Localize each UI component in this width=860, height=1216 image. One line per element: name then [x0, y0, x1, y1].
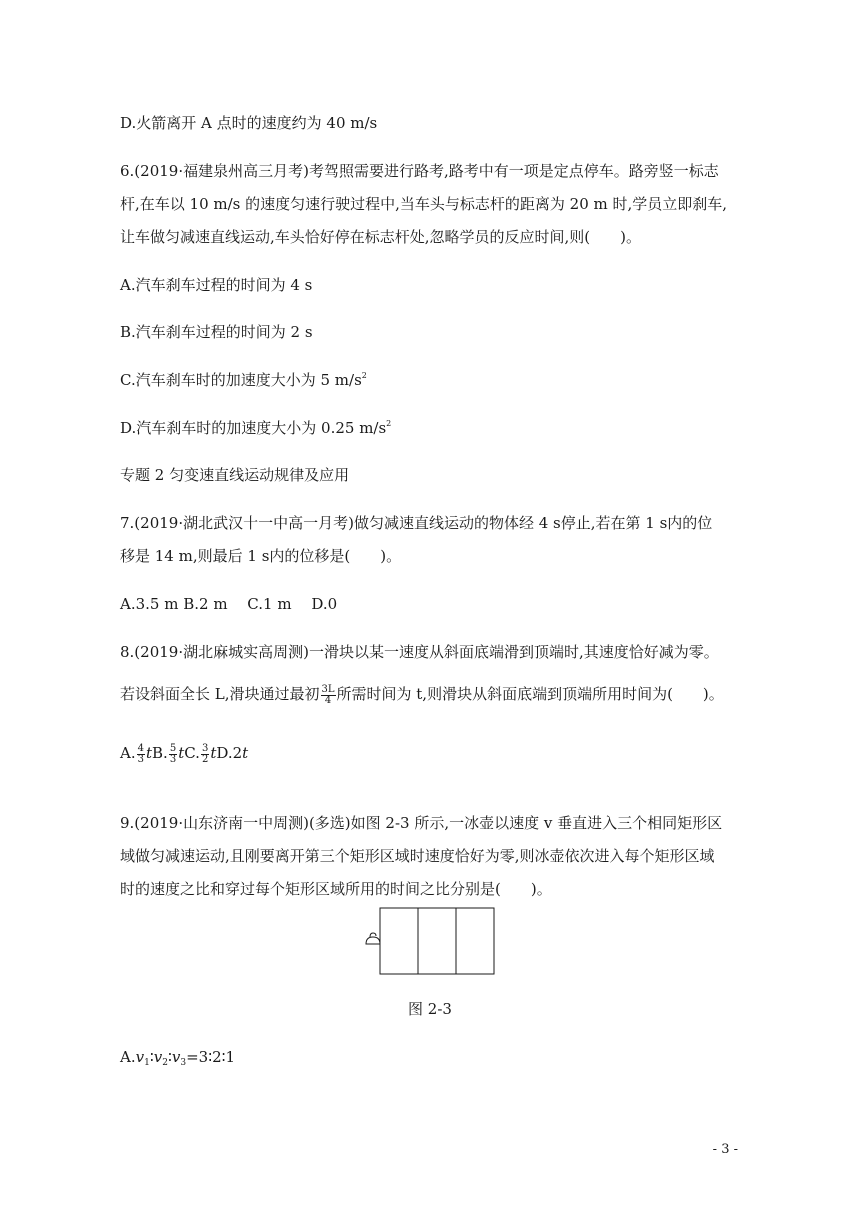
rectangle-region-2	[418, 908, 456, 974]
q8-option-a-fraction: $\frac{4}{3}$	[137, 742, 144, 765]
figure-curling-rectangles	[364, 906, 496, 976]
q8-option-b-fraction: $\frac{5}{3}$	[169, 742, 177, 765]
rectangle-region-1	[380, 908, 418, 974]
q8-stem-part-b: 所需时间为 t,则滑块从斜面底端到顶端所用时间为( )。	[336, 685, 724, 703]
q6-option-c-exponent: 2	[361, 371, 367, 380]
q5-option-d: D.火箭离开 A 点时的速度约为 40 m/s	[120, 114, 378, 132]
q7-stem-line-2: 移是 14 m,则最后 1 s内的位移是( )。	[120, 547, 402, 565]
q9-option-a-ratio: =3∶2∶1	[186, 1048, 236, 1066]
q6-option-c-text: C.汽车刹车时的加速度大小为 5 m/s	[120, 371, 362, 389]
topic-heading: 专题 2 匀变速直线运动规律及应用	[120, 466, 350, 484]
figure-caption: 图 2-3	[408, 1000, 452, 1018]
q6-option-d	[120, 418, 391, 438]
fraction-3l-over-4: $\frac{3L}{4}$	[321, 683, 335, 706]
page-number: - 3 -	[712, 1142, 738, 1157]
rectangle-region-3	[456, 908, 494, 974]
q8-stem-line-2	[120, 684, 724, 706]
q6-stem-line-1: 6.(2019·福建泉州高三月考)考驾照需要进行路考,路考中有一项是定点停车。路旁竖一标志	[120, 162, 719, 180]
q8-stem-line-1: 8.(2019·湖北麻城实高周测)一滑块以某一速度从斜面底端滑到顶端时,其速度恰好减为零。	[120, 643, 719, 661]
q8-stem-part-a: 若设斜面全长 L,滑块通过最初	[120, 685, 320, 703]
q6-option-c	[120, 370, 367, 390]
q8-option-b-t: t	[178, 744, 185, 762]
q6-option-b: B.汽车刹车过程的时间为 2 s	[120, 323, 313, 341]
q8-options	[120, 743, 248, 765]
q7-stem-line-1: 7.(2019·湖北武汉十一中高一月考)做匀减速直线运动的物体经 4 s停止,若在第 1 s内的位	[120, 514, 713, 532]
q9-option-a: $A.v_1∶v_2∶v_3=3∶2∶1$	[120, 1048, 236, 1068]
q8-option-a-label: A.	[120, 744, 136, 762]
q9-option-a-label: A.	[120, 1048, 136, 1066]
q9-stem-line-2: 域做匀减速运动,且刚要离开第三个矩形区域时速度恰好为零,则冰壶依次进入每个矩形区域	[120, 847, 715, 865]
q8-option-c-fraction: $\frac{3}{2}$	[201, 742, 209, 765]
q8-option-c-t: t	[210, 744, 217, 762]
q6-stem-line-3: 让车做匀减速直线运动,车头恰好停在标志杆处,忽略学员的反应时间,则( )。	[120, 228, 642, 246]
q6-option-d-exponent: 2	[386, 419, 392, 428]
q8-option-b-label: B.	[152, 744, 168, 762]
q7-options: A.3.5 m B.2 m C.1 m D.0	[120, 595, 338, 613]
q9-stem-line-3: 时的速度之比和穿过每个矩形区域所用的时间之比分别是( )。	[120, 880, 552, 898]
curling-stone-icon	[366, 933, 380, 944]
q6-stem-line-2: 杆,在车以 10 m/s 的速度匀速行驶过程中,当车头与标志杆的距离为 20 m 时,学员立即刹车,	[120, 195, 728, 213]
q8-option-a-t: t	[145, 744, 153, 762]
q8-option-d-t: t	[242, 744, 249, 762]
q6-option-d-text: D.汽车刹车时的加速度大小为 0.25 m/s	[120, 419, 387, 437]
q8-option-d-label: D.2	[216, 744, 243, 762]
q6-option-a: A.汽车刹车过程的时间为 4 s	[120, 276, 313, 294]
q9-stem-line-1: 9.(2019·山东济南一中周测)(多选)如图 2-3 所示,一冰壶以速度 v 垂直进入三个相同矩形区	[120, 814, 723, 832]
q8-option-c-label: C.	[184, 744, 200, 762]
